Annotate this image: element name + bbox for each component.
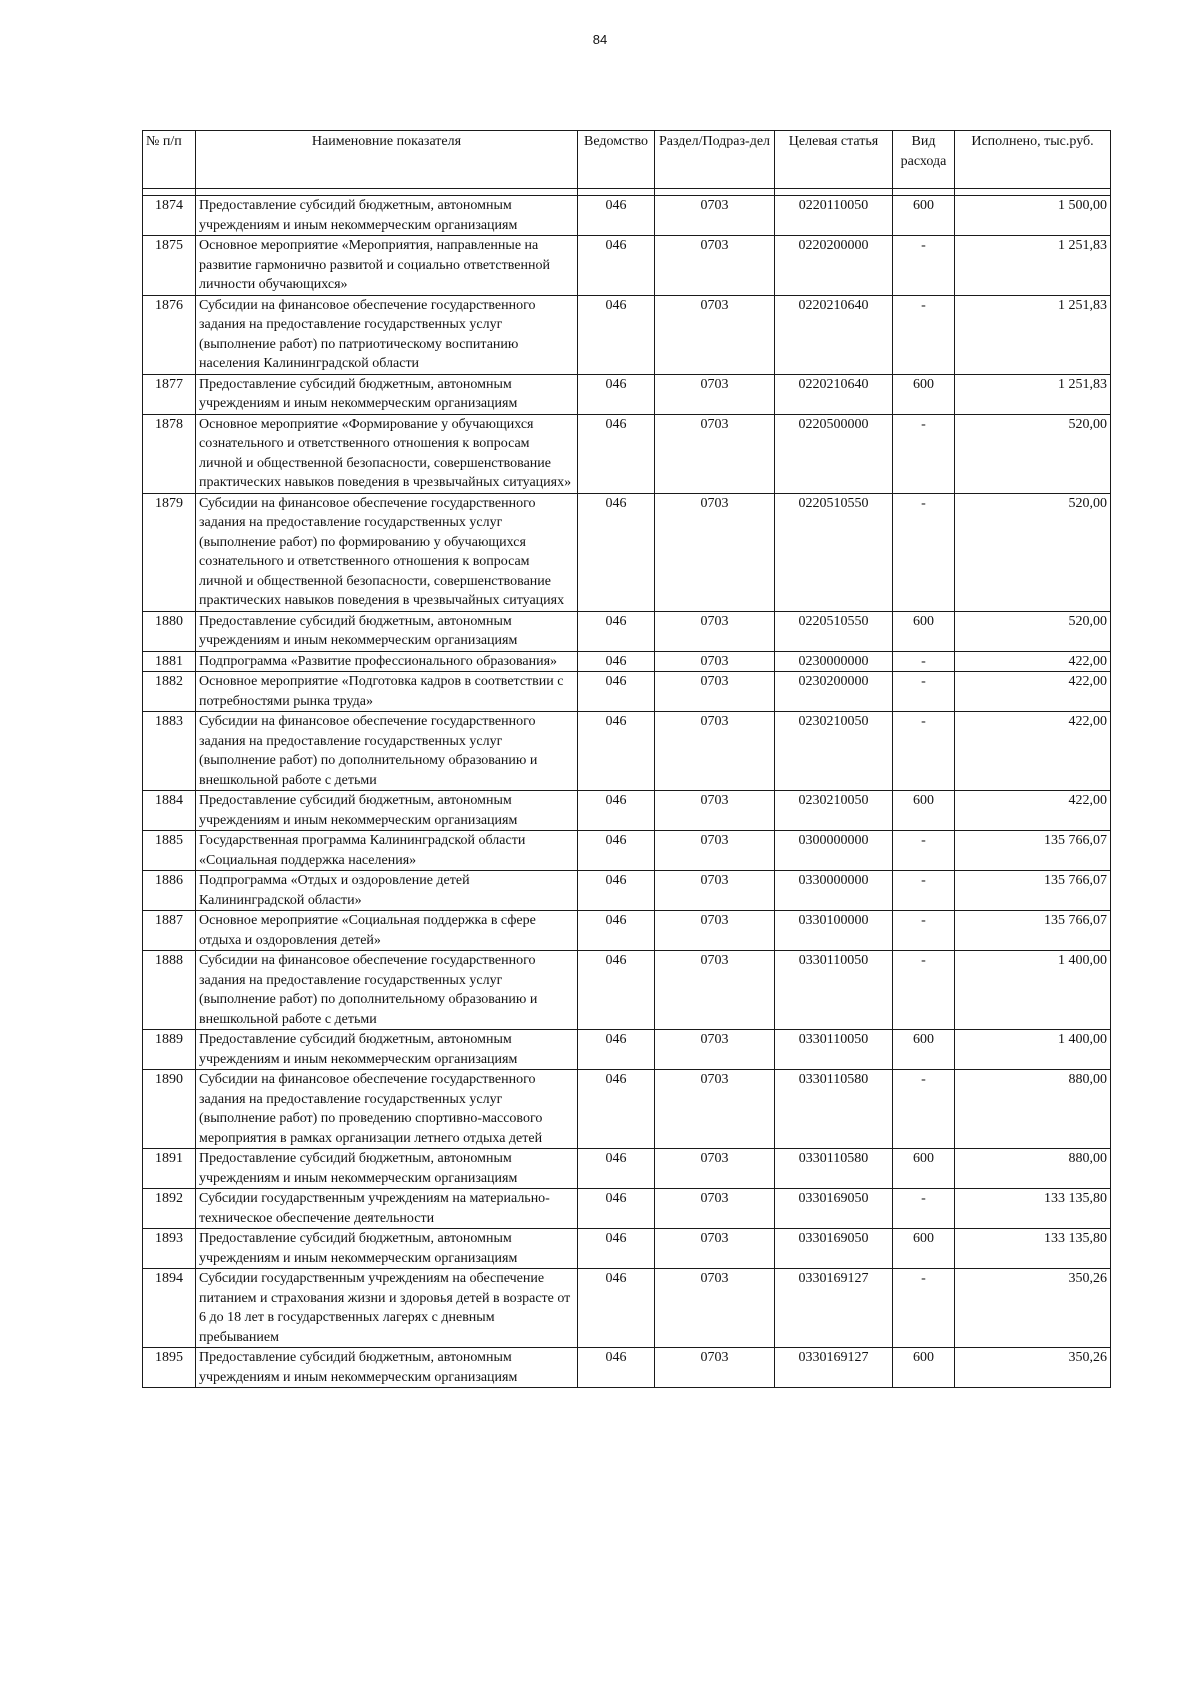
table-header-row (143, 131, 1111, 189)
row-target: 0220110050 (775, 196, 893, 236)
row-section: 0703 (655, 1149, 775, 1189)
row-section: 0703 (655, 911, 775, 951)
row-target: 0230000000 (775, 651, 893, 672)
row-department: 046 (578, 871, 655, 911)
row-num: 1882 (143, 672, 196, 712)
row-amount: 135 766,07 (955, 831, 1111, 871)
table-row (143, 493, 1111, 611)
row-name: Предоставление субсидий бюджетным, автономным учреждениям и иным некоммерческим организациям (196, 196, 578, 236)
row-expense-type: 600 (893, 1030, 955, 1070)
row-section: 0703 (655, 493, 775, 611)
table-row (143, 911, 1111, 951)
table-row (143, 1070, 1111, 1149)
table-row (143, 611, 1111, 651)
row-section: 0703 (655, 1269, 775, 1348)
row-target: 0330169127 (775, 1269, 893, 1348)
row-amount: 135 766,07 (955, 871, 1111, 911)
row-department: 046 (578, 651, 655, 672)
row-section: 0703 (655, 1189, 775, 1229)
table-row (143, 374, 1111, 414)
row-section: 0703 (655, 611, 775, 651)
row-num: 1875 (143, 236, 196, 296)
row-expense-type: - (893, 236, 955, 296)
row-section: 0703 (655, 236, 775, 296)
table-row (143, 831, 1111, 871)
row-amount: 1 400,00 (955, 951, 1111, 1030)
row-department: 046 (578, 295, 655, 374)
header-target: Целевая статья (775, 131, 893, 189)
row-num: 1885 (143, 831, 196, 871)
table-row (143, 236, 1111, 296)
row-department: 046 (578, 1070, 655, 1149)
row-expense-type: - (893, 414, 955, 493)
row-department: 046 (578, 1229, 655, 1269)
row-num: 1893 (143, 1229, 196, 1269)
row-target: 0220500000 (775, 414, 893, 493)
row-name: Предоставление субсидий бюджетным, автономным учреждениям и иным некоммерческим организациям (196, 1348, 578, 1388)
row-target: 0220510550 (775, 611, 893, 651)
row-target: 0220510550 (775, 493, 893, 611)
row-target: 0330169050 (775, 1189, 893, 1229)
row-num: 1889 (143, 1030, 196, 1070)
row-amount: 520,00 (955, 611, 1111, 651)
row-target: 0330110050 (775, 1030, 893, 1070)
row-department: 046 (578, 196, 655, 236)
row-section: 0703 (655, 951, 775, 1030)
row-target: 0330169050 (775, 1229, 893, 1269)
row-amount: 135 766,07 (955, 911, 1111, 951)
row-department: 046 (578, 1348, 655, 1388)
row-expense-type: 600 (893, 196, 955, 236)
row-expense-type: - (893, 1269, 955, 1348)
row-num: 1874 (143, 196, 196, 236)
row-name: Основное мероприятие «Формирование у обучающихся сознательного и ответственного отношения к вопросам личной и общественной безопасности, совершенствование практических навыков поведения в чрезвычайных ситуациях» (196, 414, 578, 493)
row-name: Субсидии на финансовое обеспечение государственного задания на предоставление государственных услуг (выполнение работ) по патриотическому воспитанию населения Калининградской области (196, 295, 578, 374)
row-amount: 1 500,00 (955, 196, 1111, 236)
budget-table (142, 130, 1111, 1388)
row-num: 1886 (143, 871, 196, 911)
row-name: Предоставление субсидий бюджетным, автономным учреждениям и иным некоммерческим организациям (196, 1030, 578, 1070)
row-department: 046 (578, 1030, 655, 1070)
row-section: 0703 (655, 651, 775, 672)
row-name: Предоставление субсидий бюджетным, автономным учреждениям и иным некоммерческим организациям (196, 611, 578, 651)
table-row (143, 1348, 1111, 1388)
row-num: 1890 (143, 1070, 196, 1149)
table-row (143, 672, 1111, 712)
row-target: 0220210640 (775, 374, 893, 414)
table-row (143, 414, 1111, 493)
row-expense-type: - (893, 831, 955, 871)
row-target: 0330110050 (775, 951, 893, 1030)
table-row (143, 951, 1111, 1030)
row-amount: 422,00 (955, 672, 1111, 712)
row-amount: 520,00 (955, 414, 1111, 493)
row-section: 0703 (655, 295, 775, 374)
row-name: Государственная программа Калининградской области «Социальная поддержка населения» (196, 831, 578, 871)
row-expense-type: - (893, 911, 955, 951)
row-section: 0703 (655, 374, 775, 414)
row-name: Субсидии на финансовое обеспечение государственного задания на предоставление государственных услуг (выполнение работ) по дополнительному образованию и внешкольной работе с детьми (196, 712, 578, 791)
row-name: Субсидии государственным учреждениям на обеспечение питанием и страхования жизни и здоровья детей в возрасте от 6 до 18 лет в государственных лагерях с дневным пребыванием (196, 1269, 578, 1348)
row-amount: 133 135,80 (955, 1189, 1111, 1229)
row-expense-type: 600 (893, 611, 955, 651)
row-section: 0703 (655, 1030, 775, 1070)
row-department: 046 (578, 1189, 655, 1229)
header-name: Наименовние показателя (196, 131, 578, 189)
header-department: Ведомство (578, 131, 655, 189)
table-row (143, 791, 1111, 831)
row-expense-type: - (893, 295, 955, 374)
row-department: 046 (578, 611, 655, 651)
row-name: Субсидии на финансовое обеспечение государственного задания на предоставление государственных услуг (выполнение работ) по проведению спортивно-массового мероприятия в рамках организации летнего отдыха детей (196, 1070, 578, 1149)
row-expense-type: 600 (893, 1348, 955, 1388)
row-target: 0330169127 (775, 1348, 893, 1388)
row-section: 0703 (655, 196, 775, 236)
row-amount: 350,26 (955, 1348, 1111, 1388)
header-spacer-row (143, 189, 1111, 196)
row-expense-type: - (893, 951, 955, 1030)
row-expense-type: 600 (893, 791, 955, 831)
row-name: Основное мероприятие «Мероприятия, направленные на развитие гармонично развитой и социально ответственной личности обучающихся» (196, 236, 578, 296)
row-amount: 1 251,83 (955, 236, 1111, 296)
row-name: Предоставление субсидий бюджетным, автономным учреждениям и иным некоммерческим организациям (196, 1229, 578, 1269)
row-expense-type: - (893, 1070, 955, 1149)
row-department: 046 (578, 831, 655, 871)
row-section: 0703 (655, 672, 775, 712)
row-expense-type: 600 (893, 1149, 955, 1189)
row-name: Подпрограмма «Отдых и оздоровление детей Калининградской области» (196, 871, 578, 911)
table-row (143, 651, 1111, 672)
row-target: 0330000000 (775, 871, 893, 911)
row-name: Предоставление субсидий бюджетным, автономным учреждениям и иным некоммерческим организациям (196, 1149, 578, 1189)
row-department: 046 (578, 791, 655, 831)
row-target: 0230210050 (775, 712, 893, 791)
table-row (143, 1149, 1111, 1189)
row-amount: 1 400,00 (955, 1030, 1111, 1070)
row-num: 1879 (143, 493, 196, 611)
row-department: 046 (578, 951, 655, 1030)
row-num: 1876 (143, 295, 196, 374)
row-name: Предоставление субсидий бюджетным, автономным учреждениям и иным некоммерческим организациям (196, 374, 578, 414)
row-expense-type: - (893, 1189, 955, 1229)
row-section: 0703 (655, 712, 775, 791)
header-expense-type: Вид расхода (893, 131, 955, 189)
row-section: 0703 (655, 831, 775, 871)
table-row (143, 1030, 1111, 1070)
row-name: Подпрограмма «Развитие профессионального образования» (196, 651, 578, 672)
row-section: 0703 (655, 871, 775, 911)
page-number: 84 (592, 32, 608, 47)
row-expense-type: 600 (893, 1229, 955, 1269)
table-row (143, 1229, 1111, 1269)
table-row (143, 871, 1111, 911)
row-department: 046 (578, 414, 655, 493)
row-department: 046 (578, 672, 655, 712)
row-expense-type: - (893, 651, 955, 672)
row-department: 046 (578, 1269, 655, 1348)
row-amount: 350,26 (955, 1269, 1111, 1348)
row-name: Субсидии на финансовое обеспечение государственного задания на предоставление государственных услуг (выполнение работ) по формированию у обучающихся сознательного и ответственного отношения к вопросам личной и общественной безопасности, совершенствование практических навыков поведения в чрезвычайных ситуациях (196, 493, 578, 611)
row-num: 1877 (143, 374, 196, 414)
row-amount: 422,00 (955, 712, 1111, 791)
row-section: 0703 (655, 1348, 775, 1388)
row-num: 1895 (143, 1348, 196, 1388)
row-num: 1880 (143, 611, 196, 651)
row-name: Субсидии государственным учреждениям на материально-техническое обеспечение деятельности (196, 1189, 578, 1229)
row-amount: 422,00 (955, 651, 1111, 672)
row-num: 1891 (143, 1149, 196, 1189)
header-section: Раздел/Подраз-дел (655, 131, 775, 189)
row-amount: 880,00 (955, 1149, 1111, 1189)
row-section: 0703 (655, 791, 775, 831)
row-num: 1894 (143, 1269, 196, 1348)
row-num: 1887 (143, 911, 196, 951)
row-department: 046 (578, 493, 655, 611)
row-department: 046 (578, 1149, 655, 1189)
table-row (143, 295, 1111, 374)
row-amount: 1 251,83 (955, 374, 1111, 414)
row-name: Основное мероприятие «Подготовка кадров в соответствии с потребностями рынка труда» (196, 672, 578, 712)
row-expense-type: - (893, 712, 955, 791)
row-target: 0220200000 (775, 236, 893, 296)
row-amount: 520,00 (955, 493, 1111, 611)
row-num: 1888 (143, 951, 196, 1030)
row-section: 0703 (655, 1070, 775, 1149)
row-amount: 133 135,80 (955, 1229, 1111, 1269)
row-target: 0300000000 (775, 831, 893, 871)
row-amount: 422,00 (955, 791, 1111, 831)
row-num: 1878 (143, 414, 196, 493)
row-num: 1883 (143, 712, 196, 791)
row-name: Предоставление субсидий бюджетным, автономным учреждениям и иным некоммерческим организациям (196, 791, 578, 831)
header-executed: Исполнено, тыс.руб. (955, 131, 1111, 189)
table-row (143, 1269, 1111, 1348)
table-row (143, 196, 1111, 236)
row-target: 0230210050 (775, 791, 893, 831)
row-amount: 1 251,83 (955, 295, 1111, 374)
row-department: 046 (578, 712, 655, 791)
row-expense-type: - (893, 871, 955, 911)
row-expense-type: 600 (893, 374, 955, 414)
row-expense-type: - (893, 493, 955, 611)
row-section: 0703 (655, 1229, 775, 1269)
table-row (143, 712, 1111, 791)
row-target: 0220210640 (775, 295, 893, 374)
table-row (143, 1189, 1111, 1229)
row-name: Субсидии на финансовое обеспечение государственного задания на предоставление государственных услуг (выполнение работ) по дополнительному образованию и внешкольной работе с детьми (196, 951, 578, 1030)
row-name: Основное мероприятие «Социальная поддержка в сфере отдыха и оздоровления детей» (196, 911, 578, 951)
row-target: 0330110580 (775, 1149, 893, 1189)
table-body (143, 196, 1111, 1388)
row-num: 1892 (143, 1189, 196, 1229)
row-department: 046 (578, 374, 655, 414)
header-num: № п/п (143, 131, 196, 189)
row-target: 0330110580 (775, 1070, 893, 1149)
row-num: 1884 (143, 791, 196, 831)
row-section: 0703 (655, 414, 775, 493)
row-amount: 880,00 (955, 1070, 1111, 1149)
row-department: 046 (578, 911, 655, 951)
row-department: 046 (578, 236, 655, 296)
row-num: 1881 (143, 651, 196, 672)
row-target: 0330100000 (775, 911, 893, 951)
row-expense-type: - (893, 672, 955, 712)
row-target: 0230200000 (775, 672, 893, 712)
